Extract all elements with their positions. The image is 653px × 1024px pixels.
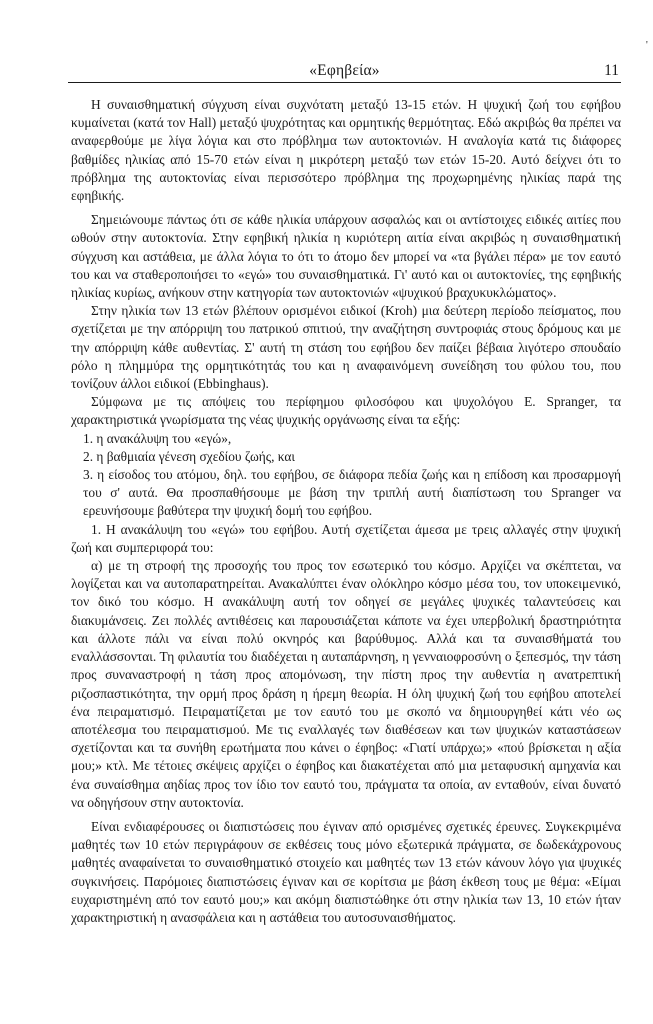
- paragraph-suicide-confusion: Η συναισθηματική σύγχυση είναι συχνότατη μεταξύ 13-15 ετών. Η ψυχική ζωή του εφήβου κυμαίνεται (κατά τον Hall) μεταξύ ψυχρότητας και ορμητικής θερμότητας. Εδώ ακριβώς θα πρέπει να αναφερθούμε με λίγα λόγια και στο πρόβλημα των αυτοκτονιών. Η αναλογία κατά τις διάφορες βαθμίδες ηλικίας από 15-70 ετών είναι η μικρότερη μεταξύ των ετών 15-20. Αυτό δείχνει ότι το πρόβλημα της αυτοκτονίας είναι περισσότερο πρόβλημα της προχωρημένης ηλικίας παρά της εφηβικής.: [71, 97, 621, 204]
- margin-mark: ': [646, 40, 648, 51]
- body-text: [71, 96, 621, 927]
- list-item-2: 2. η βαθμιαία γένεση σχεδίου ζωής, και: [83, 448, 296, 464]
- paragraph-discovery-of-ego: 1. Η ανακάλυψη του «εγώ» του εφήβου. Αυτή σχετίζεται άμεσα με τρεις αλλαγές στην ψυχική ζωή και συμπεριφορά του:: [71, 521, 621, 555]
- running-header: [68, 60, 621, 83]
- paragraph-inner-world: α) με τη στροφή της προσοχής του προς τον εσωτερικό του κόσμο. Αρχίζει να σκέπτεται, να λογίζεται και να αυτοπαρατηρείται. Ανακαλύπτει έναν ολόκληρο κόσμο μέσα του, τον υποκειμενικό, τον δικό του κόσμο. Η ανακάλυψη αυτή τον οδηγεί σε μεγάλες ψυχικές ταλαντεύσεις και διακυμάνσεις. Ζει πολλές αντιθέσεις και παρουσιάζεται κάποτε να έχει υπερβολική δραστηριότητα και άλλοτε πάλι να είναι πολύ οκνηρός και βαρύθυμος. Αλλά και τα συναισθήματά του εναλλάσσονται. Τη φιλαυτία του διαδέχεται η αυταπάρνηση, η γενναιοφροσύνη ο ξεπεσμός, την τάση προς συναναστροφή η τάση προς απομόνωση, την πίστη προς την αυθεντία η ανατρεπτική ριζοσπαστικότητα, την ορμή προς δράση η ήρεμη θεωρία. Η όλη ψυχική ζωή του εφήβου αποτελεί ένα πειραματισμό. Πειραματίζεται με τον εαυτό του με σκοπό να δημιουργηθεί κάτι νέο ως αποτέλεσμα του πειραματισμού. Με τις εναλλαγές των διαθέσεων και των ψυχικών καταστάσεων σχετίζονται και τα συνήθη ερωτήματα που κάνει ο έφηβος: «Γιατί υπάρχω;» «πού βρίσκεται η αξία μου;» κτλ. Με τέτοιες σκέψεις αρχίζει ο έφηβος και διακατέχεται από μια μεταφυσική αμηχανία και ένα συναίσθημα αηδίας προς τον ίδιο τον εαυτό του, πράγματα τα οποία, αν ενταθούν, είναι δυνατό να οδηγήσουν στην αυτοκτονία.: [71, 558, 621, 810]
- paragraph-research-findings: Είναι ενδιαφέρουσες οι διαπιστώσεις που έγιναν από ορισμένες σχετικές έρευνες. Συγκεκριμένα μαθητές των 10 ετών περιγράφουν σε εκθέσεις τους μόνο εξωτερικά πράγματα, σε δωδεκάχρονους μαθητές αναφαίνεται το συναισθηματικό στοιχείο και μαθητές των 13 ετών κάνουν λόγο για ψυχικές συγκινήσεις. Παρόμοιες διαπιστώσεις έγιναν και σε κορίτσια με βάση έκθεση τους με θέμα: «Είμαι ευχαριστημένη από τον εαυτό μου;» και ακόμη διαπιστώθηκε ότι στην ηλικία των 13, 10 ετών ήταν χαρακτηριστική η ανασφάλεια και η αστάθεια του αυτοσυναισθήματος.: [71, 818, 621, 925]
- running-title: «Εφηβεία»: [309, 62, 380, 79]
- list-item-1: 1. η ανακάλυψη του «εγώ»,: [83, 430, 232, 446]
- paragraph-defiance-period: Στην ηλικία των 13 ετών βλέπουν ορισμένοι ειδικοί (Kroh) μια δεύτερη περίοδο πείσματος, που σχετίζεται με την απόρριψη του πατρικού σπιτιού, την αναζήτηση συντροφιάς στους δρόμους και με την απόρριψη κάθε αυθεντίας. Σ' αυτή τη στάση του εφήβου δεν παίζει βέβαια λιγότερο σπουδαίο ρόλο η πλημμύρα της ορμητικότητάς του και η αναφαινόμενη συνείδηση του φύλου του, που τονίζουν άλλοι ειδικοί (Ebbinghaus).: [71, 303, 621, 392]
- paragraph-suicide-causes: Σημειώνουμε πάντως ότι σε κάθε ηλικία υπάρχουν ασφαλώς και οι αντίστοιχες ειδικές αιτίες που ωθούν στην αυτοκτονία. Στην εφηβική ηλικία η κυριότερη αιτία είναι ακριβώς η συναισθηματική σύγχυση και αστάθεια, με άλλα λόγια το ότι το άτομο δεν μπορεί να «τα βγάλει πέρα» με τον εαυτό του και να σταθεροποιήσει το «εγώ» του συναισθηματικά. Γι' αυτό και οι αυτοκτονίες, της εφηβικής ηλικίας κυρίως, ανήκουν στην κατηγορία των αυτοκτονιών «ψυχικού βραχυκυκλώματος».: [71, 212, 621, 301]
- paragraph-spranger: Σύμφωνα με τις απόψεις του περίφημου φιλοσόφου και ψυχολόγου E. Spranger, τα χαρακτηριστικά γνωρίσματα της νέας ψυχικής οργάνωσης είναι τα εξής:: [71, 394, 621, 428]
- page-number: 11: [604, 62, 619, 79]
- list-item-3: 3. η είσοδος του ατόμου, δηλ. του εφήβου, σε διάφορα πεδία ζωής και η επίδοση και προσαρμογή του σ' αυτά. Θα προσπαθήσουμε με βάση την τριπλή αυτή διαπίστωση του Spranger να ερευνήσουμε βαθύτερα την ψυχική δομή του εφήβου.: [83, 467, 621, 519]
